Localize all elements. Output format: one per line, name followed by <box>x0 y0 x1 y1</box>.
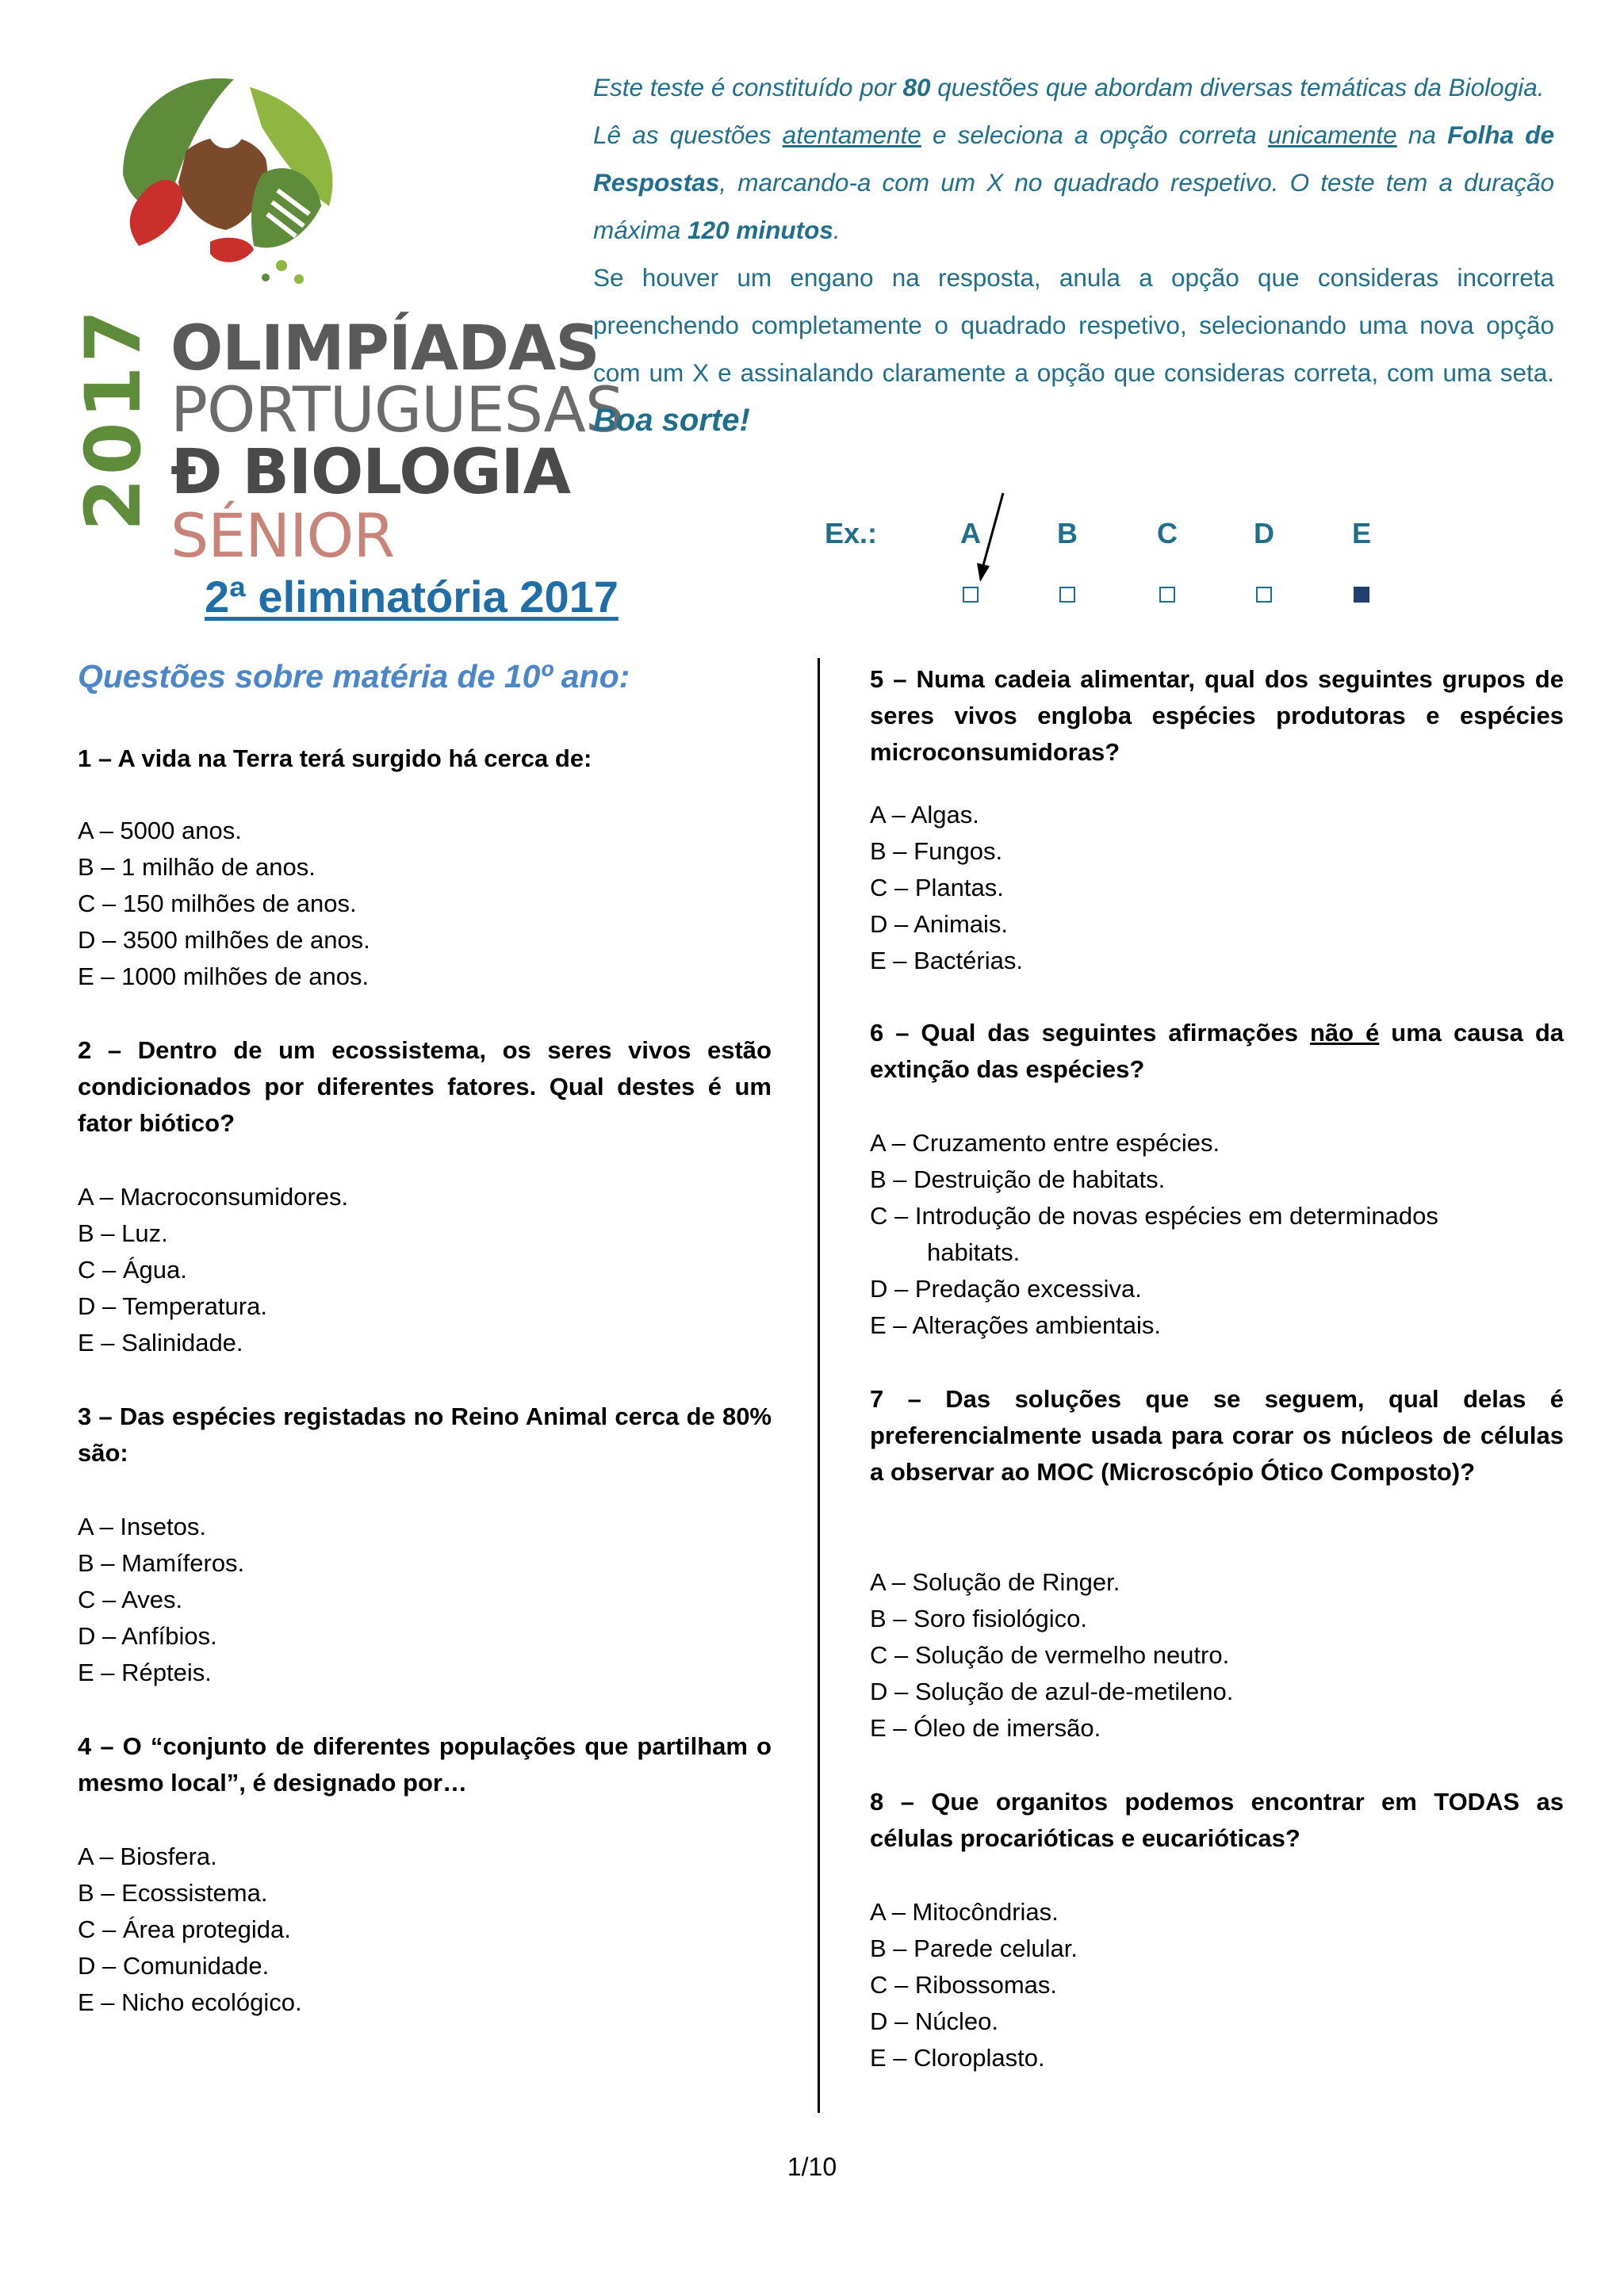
example-checkbox-e-filled <box>1354 587 1369 603</box>
question-6-stem-emphasis: não é <box>1309 1019 1380 1047</box>
biology-emblem-icon <box>91 55 361 293</box>
good-luck-text: Boa sorte! <box>593 403 750 438</box>
logo-title-line-1: OLIMPÍADAS <box>170 313 599 385</box>
question-1-option-a: A – 5000 anos. <box>78 817 242 844</box>
question-6-option-e: E – Alterações ambientais. <box>870 1311 1162 1339</box>
instr-text: e seleciona a opção correta <box>921 121 1268 149</box>
olympiad-logo <box>69 55 624 571</box>
question-5-option-e: E – Bactérias. <box>870 947 1023 974</box>
instr-text: questões que abordam diversas temáticas da Biologia. <box>930 73 1545 101</box>
question-5-option-c: C – Plantas. <box>870 874 1004 901</box>
question-6-option-c: C – Introdução de novas espécies em determinados <box>870 1202 1438 1230</box>
question-6-option-a: A – Cruzamento entre espécies. <box>870 1129 1220 1157</box>
question-1-option-e: E – 1000 milhões de anos. <box>78 962 370 990</box>
question-8-option-b: B – Parede celular. <box>870 1934 1078 1962</box>
example-checkbox-b <box>1059 587 1075 603</box>
question-6-stem-part: 6 – Qual das seguintes afirmações <box>870 1019 1310 1047</box>
logo-title-line-3: Ð BIOLOGIA <box>170 437 570 508</box>
question-1-option-c: C – 150 milhões de anos. <box>78 890 357 917</box>
round-heading: 2ª eliminatória 2017 <box>205 572 619 622</box>
instr-emphasis: unicamente <box>1267 121 1397 149</box>
question-3-option-e: E – Répteis. <box>78 1659 212 1686</box>
question-1-option-b: B – 1 milhão de anos. <box>78 853 316 881</box>
instr-text: Lê as questões <box>593 121 783 149</box>
question-6-stem <box>870 1015 1564 1088</box>
question-5-option-b: B – Fungos. <box>870 837 1003 865</box>
instructions-block <box>593 63 1554 446</box>
question-6-option-d: D – Predação excessiva. <box>870 1275 1142 1303</box>
question-3-option-a: A – Insetos. <box>78 1513 206 1540</box>
question-7-option-d: D – Solução de azul-de-metileno. <box>870 1678 1234 1705</box>
question-1-stem: 1 – A vida na Terra terá surgido há cerca de: <box>78 744 592 772</box>
question-2-option-b: B – Luz. <box>78 1219 168 1247</box>
example-checkbox-c <box>1159 587 1175 603</box>
question-4-option-d: D – Comunidade. <box>78 1952 270 1980</box>
example-arrow-icon <box>959 490 1015 585</box>
question-3-option-c: C – Aves. <box>78 1586 183 1613</box>
question-1-option-d: D – 3500 milhões de anos. <box>78 926 370 954</box>
example-checkbox-a <box>963 587 979 603</box>
example-letter-d: D <box>1254 517 1274 549</box>
instr-duration: 120 minutos <box>688 216 833 244</box>
page-number: 1/10 <box>787 2152 837 2181</box>
example-letter-a: A <box>960 517 981 549</box>
question-8-stem: 8 – Que organitos podemos encontrar em TODAS as células procarióticas e eucarióticas? <box>870 1788 1564 1852</box>
question-4-option-e: E – Nicho ecológico. <box>78 1988 302 2016</box>
instr-text: . <box>833 216 841 244</box>
column-divider <box>818 658 820 2113</box>
question-7-option-b: B – Soro fisiológico. <box>870 1605 1087 1632</box>
example-checkbox-d <box>1256 587 1272 603</box>
instr-answer-sheet: Folha de Respostas <box>593 121 1554 197</box>
question-6-stem-part: uma causa da extinção das espécies? <box>870 1019 1565 1083</box>
instr-text: , marcando-a com um X no quadrado respetivo. O teste tem a duração máxima <box>593 168 1554 244</box>
logo-year: 2017 <box>69 306 158 531</box>
question-8-option-e: E – Cloroplasto. <box>870 2044 1045 2072</box>
instr-text: Se houver um engano na resposta, anula a opção que consideras incorreta preenchendo completamente o quadrado respetivo, selecionando uma nova opção com um X e assinalando claramente a opção que consideras correta, com uma seta. <box>593 263 1554 387</box>
question-2-option-d: D – Temperatura. <box>78 1292 267 1320</box>
instr-text: Este teste é constituído por <box>593 73 903 101</box>
question-7-stem: 7 – Das soluções que se seguem, qual delas é preferencialmente usada para corar os núcleos de células a observar ao MOC (Microscópio Ótico Composto)? <box>870 1385 1564 1486</box>
section-title: Questões sobre matéria de 10º ano: <box>78 658 630 695</box>
instructions-paragraph-2 <box>593 111 1554 254</box>
question-3-option-d: D – Anfíbios. <box>78 1622 217 1650</box>
question-7-option-a: A – Solução de Ringer. <box>870 1568 1120 1596</box>
question-6-option-c-continued: habitats. <box>927 1238 1021 1266</box>
question-4-stem: 4 – O “conjunto de diferentes populações que partilham o mesmo local”, é designado por… <box>78 1732 772 1797</box>
example-letter-b: B <box>1057 517 1078 549</box>
question-3-stem: 3 – Das espécies registadas no Reino Animal cerca de 80% são: <box>78 1402 772 1467</box>
question-8-option-d: D – Núcleo. <box>870 2007 998 2035</box>
example-label: Ex.: <box>825 517 878 549</box>
question-8-option-a: A – Mitocôndrias. <box>870 1898 1059 1926</box>
question-5-stem: 5 – Numa cadeia alimentar, qual dos seguintes grupos de seres vivos engloba espécies produtoras e espécies microconsumidoras? <box>870 665 1564 766</box>
instructions-paragraph-1 <box>593 63 1554 111</box>
question-5-option-a: A – Algas. <box>870 801 979 828</box>
question-2-stem: 2 – Dentro de um ecossistema, os seres vivos estão condicionados por diferentes fatores. Qual destes é um fator biótico? <box>78 1036 772 1137</box>
question-5-option-d: D – Animais. <box>870 910 1009 938</box>
instr-text: na <box>1396 121 1448 149</box>
question-2-option-c: C – Água. <box>78 1256 187 1284</box>
question-8-option-c: C – Ribossomas. <box>870 1971 1058 1999</box>
instr-question-count: 80 <box>902 73 931 101</box>
question-7-option-c: C – Solução de vermelho neutro. <box>870 1641 1230 1669</box>
instr-emphasis: atentamente <box>782 121 921 149</box>
question-4-option-b: B – Ecossistema. <box>78 1879 268 1907</box>
question-2-option-a: A – Macroconsumidores. <box>78 1183 349 1211</box>
logo-title-line-2: PORTUGUESAS <box>170 375 624 446</box>
question-3-option-b: B – Mamíferos. <box>78 1549 245 1577</box>
logo-title-line-4: SÉNIOR <box>170 500 395 571</box>
question-4-option-a: A – Biosfera. <box>78 1843 217 1870</box>
instructions-paragraph-3 <box>593 254 1554 446</box>
example-letter-e: E <box>1351 517 1371 549</box>
question-2-option-e: E – Salinidade. <box>78 1329 243 1357</box>
example-letter-c: C <box>1157 517 1178 549</box>
question-4-option-c: C – Área protegida. <box>78 1915 291 1943</box>
question-7-option-e: E – Óleo de imersão. <box>870 1714 1101 1742</box>
question-6-option-b: B – Destruição de habitats. <box>870 1165 1166 1193</box>
